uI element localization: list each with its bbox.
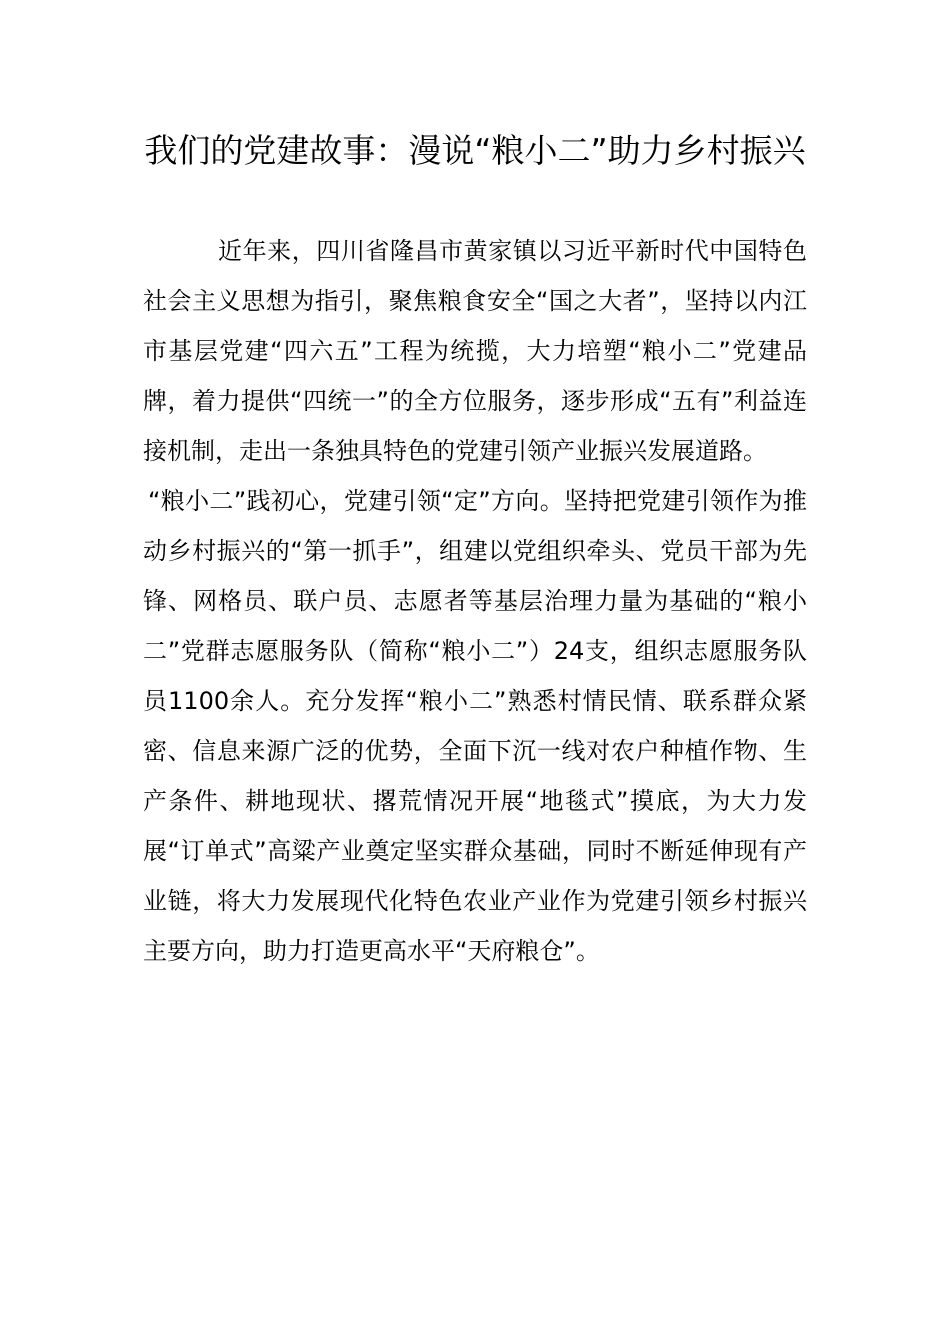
paragraph-intro: 近年来，四川省隆昌市黄家镇以习近平新时代中国特色社会主义思想为指引，聚焦粮食安全“国之大者”，坚持以内江市基层党建“四六五”工程为统揽，大力培塑“粮小二”党建品牌，着力提供“四统一”的全方位服务，逐步形成“五有”利益连接机制，走出一条独具特色的党建引领产业振兴发展道路。 bbox=[143, 237, 807, 465]
document-body bbox=[143, 226, 807, 976]
document-title: 我们的党建故事：漫说“粮小二”助力乡村振兴 bbox=[144, 131, 806, 170]
paragraph-party-building: “粮小二”践初心，党建引领“定”方向。坚持把党建引领作为推动乡村振兴的“第一抓手”，组建以党组织牵头、党员干部为先锋、网格员、联户员、志愿者等基层治理力量为基础的“粮小二”党群志愿服务队（简称“粮小二”）24支，组织志愿服务队员1100余人。充分发挥“粮小二”熟悉村情民情、联系群众紧密、信息来源广泛的优势，全面下沉一线对农户种植作物、生产条件、耕地现状、撂荒情况开展“地毯式”摸底，为大力发展“订单式”高粱产业奠定坚实群众基础，同时不断延伸现有产业链，将大力发展现代化特色农业产业作为党建引领乡村振兴主要方向，助力打造更高水平“天府粮仓”。 bbox=[143, 487, 807, 965]
